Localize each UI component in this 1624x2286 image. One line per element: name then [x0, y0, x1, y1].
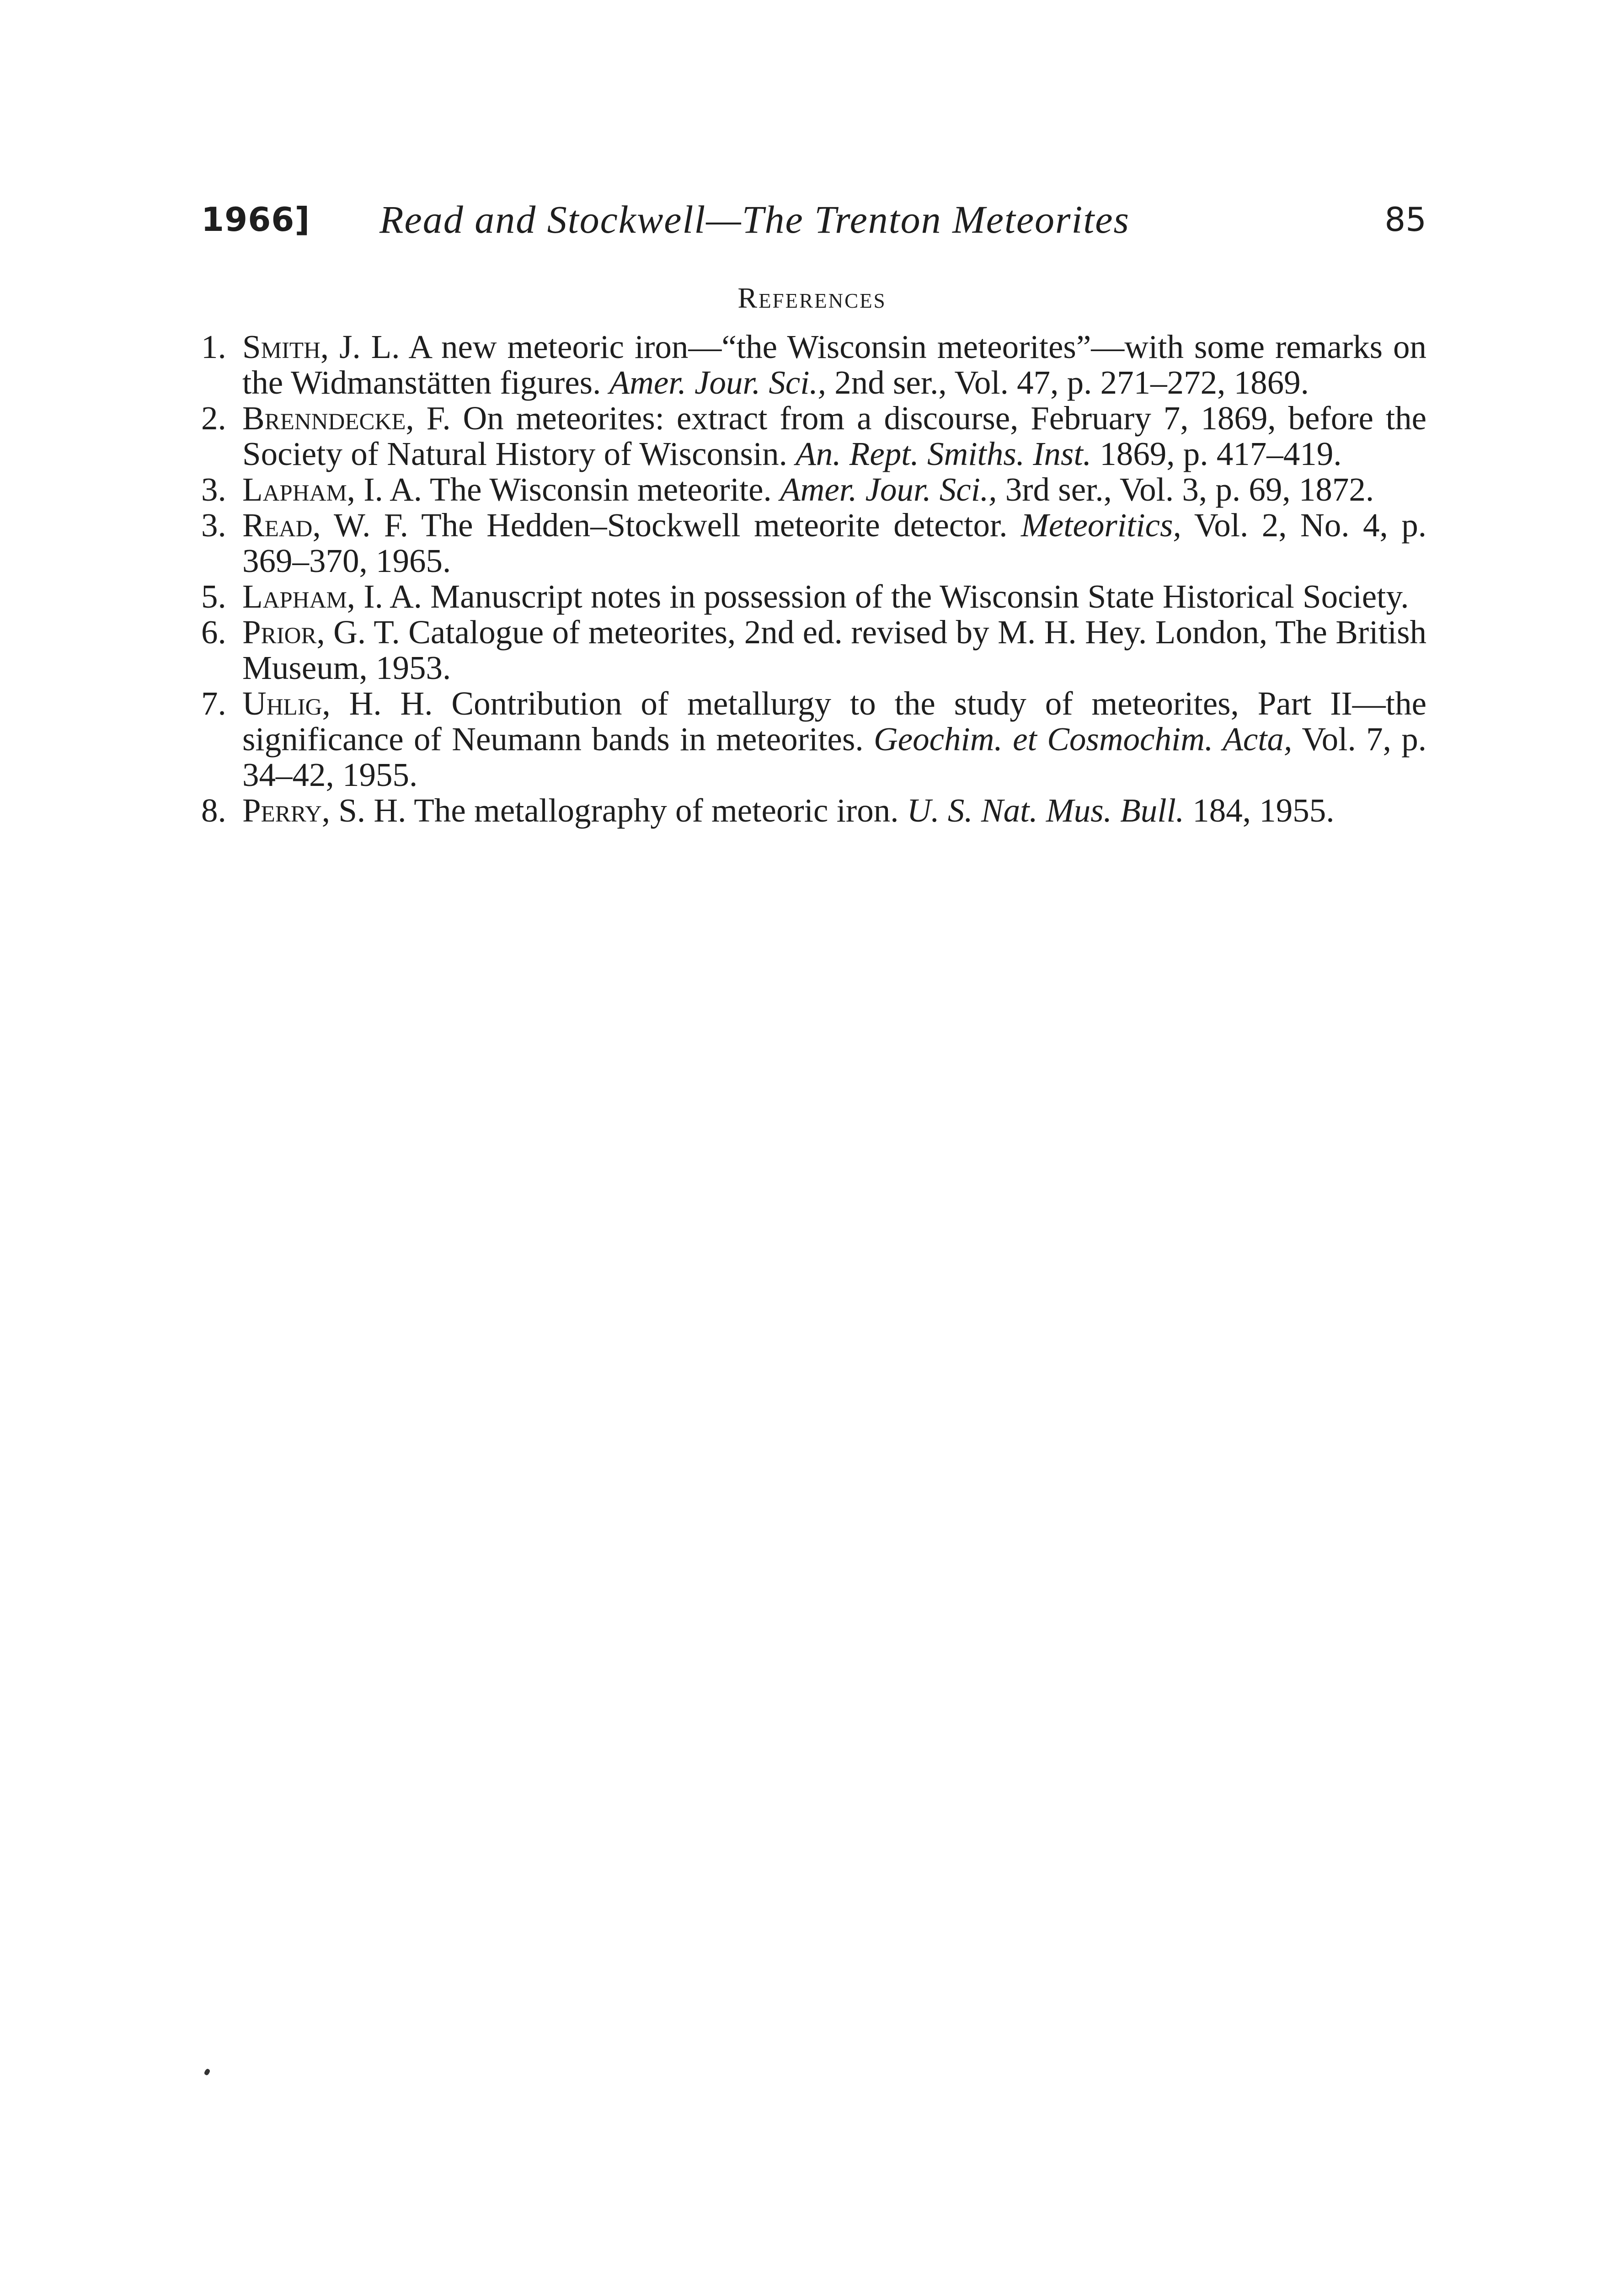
reference-text: J. L. A new meteoric iron—“the Wisconsin meteorites”—with some remarks on the Widmanstätten figures. [242, 328, 1426, 401]
reference-number: 7. [201, 685, 226, 722]
reference-number: 1. [201, 328, 226, 365]
reference-item-2 [201, 401, 1426, 472]
header-page-number: 85 [1384, 200, 1426, 239]
reference-text: I. A. The Wisconsin meteorite. [355, 471, 780, 508]
reference-item-4 [201, 507, 1426, 579]
reference-source: U. S. Nat. Mus. Bull. [907, 792, 1185, 829]
reference-number: 3. [201, 471, 226, 508]
reference-author: Uhlig, [242, 685, 331, 722]
reference-text: G. T. Catalogue of meteorites, 2nd ed. revised by M. H. Hey. London, The British Museum, 1953. [242, 614, 1426, 686]
reference-number: 8. [201, 792, 226, 829]
reference-source: Amer. Jour. Sci., [609, 364, 827, 401]
reference-author: Lapham, [242, 471, 356, 508]
reference-source: An. Rept. Smiths. Inst. [796, 435, 1091, 472]
reference-item-1 [201, 329, 1426, 401]
reference-number: 2. [201, 400, 226, 437]
header-running-title: Read and Stockwell—The Trenton Meteorites [379, 198, 1130, 241]
reference-text: S. H. The metallography of meteoric iron. [330, 792, 907, 829]
reference-details: 2nd ser., Vol. 47, p. 271–272, 1869. [826, 364, 1309, 401]
header-year: 1966] [201, 200, 310, 239]
reference-details: Vol. 7, p. 34–42, 1955. [242, 721, 1426, 793]
references-heading: References [737, 282, 887, 314]
reference-details: 1869, p. 417–419. [1091, 435, 1342, 472]
reference-number: 6. [201, 614, 226, 651]
running-header [201, 194, 1426, 245]
reference-source: Meteoritics, [1021, 507, 1181, 544]
reference-author: Smith, [242, 328, 329, 365]
reference-item-5 [201, 579, 1426, 614]
reference-item-7 [201, 686, 1426, 793]
reference-item-3 [201, 472, 1426, 507]
reference-details: 3rd ser., Vol. 3, p. 69, 1872. [997, 471, 1374, 508]
reference-details: 184, 1955. [1184, 792, 1335, 829]
reference-author: Prior, [242, 614, 325, 651]
reference-author: Perry, [242, 792, 331, 829]
reference-text: H. H. Contribution of metallurgy to the study of meteorites, Part II—the significance of Neumann bands in meteorites. [242, 685, 1426, 758]
references-list [201, 329, 1426, 828]
reference-number: 5. [201, 578, 226, 615]
reference-source: Amer. Jour. Sci., [780, 471, 997, 508]
reference-text: W. F. The Hedden–Stockwell meteorite detector. [321, 507, 1021, 544]
reference-source: Geochim. et Cosmochim. Acta, [874, 721, 1293, 758]
reference-item-8 [201, 793, 1426, 828]
reference-details: Vol. 2, No. 4, p. 369–370, 1965. [242, 507, 1426, 579]
scan-speck [203, 2068, 211, 2076]
reference-author: Brenndecke, [242, 400, 414, 437]
reference-number: 3. [201, 507, 226, 544]
reference-author: Read, [242, 507, 321, 544]
reference-text: F. On meteorites: extract from a discourse, February 7, 1869, before the Society of Natural History of Wisconsin. [242, 400, 1426, 472]
reference-text: I. A. Manuscript notes in possession of the Wisconsin State Historical Society. [355, 578, 1409, 615]
reference-author: Lapham, [242, 578, 356, 615]
reference-item-6 [201, 614, 1426, 686]
